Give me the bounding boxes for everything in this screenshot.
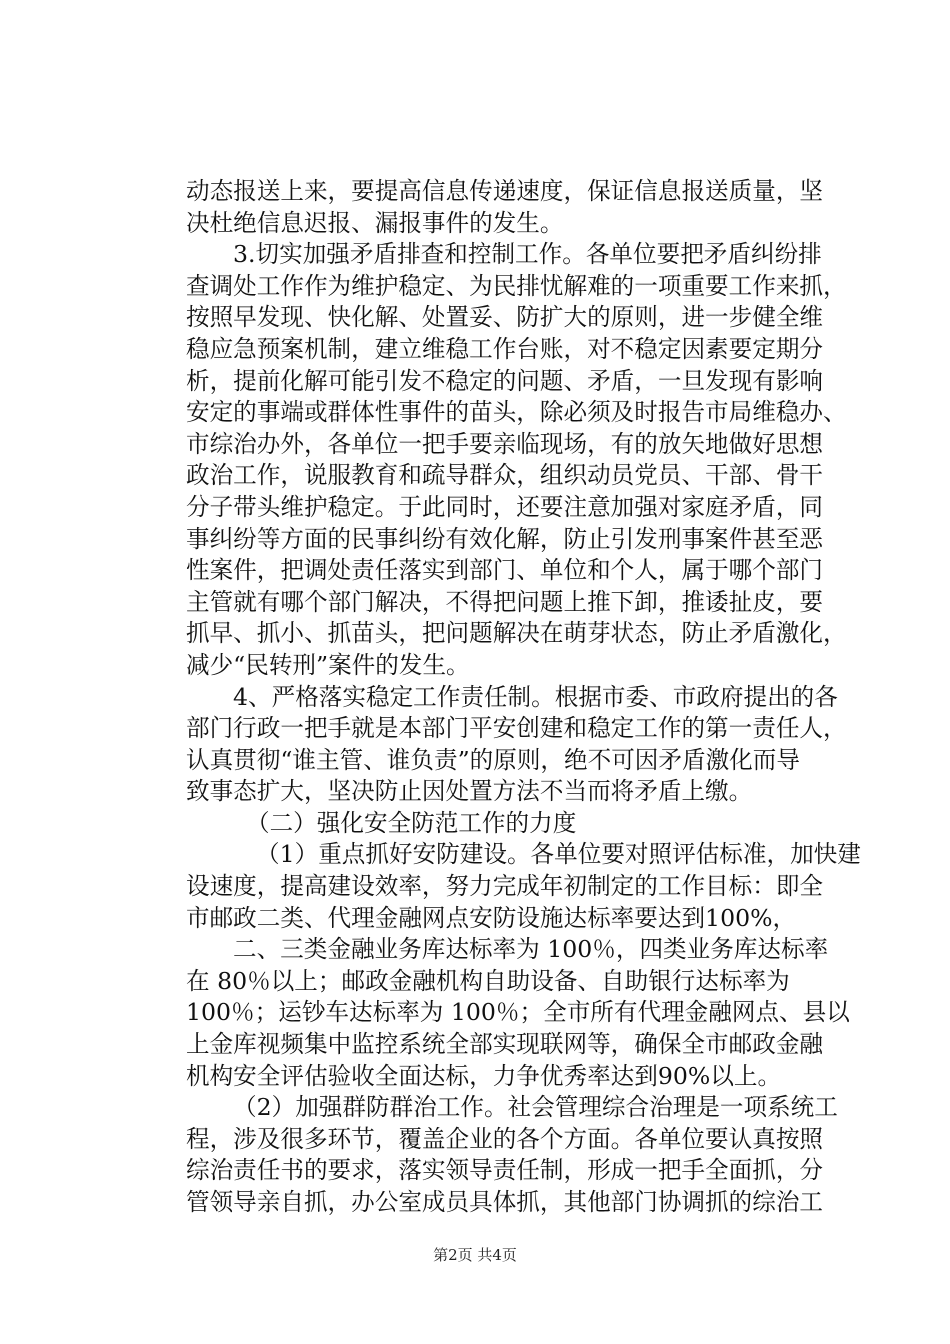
text-line: 市综治办外，各单位一把手要亲临现场，有的放矢地做好思想 (186, 429, 824, 458)
text-line: 程，涉及很多环节，覆盖企业的各个方面。各单位要认真按照 (186, 1124, 824, 1153)
text-line: 管领导亲自抓，办公室成员具体抓，其他部门协调抓的综治工 (186, 1188, 824, 1216)
text-line: 稳应急预案机制，建立维稳工作台账，对不稳定因素要定期分 (186, 334, 824, 363)
text-line: 抓早、抓小、抓苗头，把问题解决在萌芽状态，防止矛盾激化， (186, 619, 847, 648)
text-line: 减少“民转刑”案件的发生。 (186, 650, 470, 679)
text-line: 政治工作，说服教育和疏导群众，组织动员党员、干部、骨干 (186, 461, 824, 490)
text-line: 设速度，提高建设效率，努力完成年初制定的工作目标：即全 (186, 872, 824, 901)
text-line: 安定的事端或群体性事件的苗头，除必须及时报告市局维稳办、 (186, 398, 847, 427)
page-number-label: 第2页 共4页 (433, 1246, 517, 1264)
text-line: 综治责任书的要求，落实领导责任制，形成一把手全面抓，分 (186, 1156, 824, 1185)
text-line: 机构安全评估验收全面达标，力争优秀率达到90%以上。 (186, 1061, 782, 1090)
text-line: 市邮政二类、代理金融网点安防设施达标率要达到100%， (186, 903, 797, 932)
page-footer (0, 1244, 950, 1265)
text-line: 查调处工作作为维护稳定、为民排忧解难的一项重要工作来抓， (186, 271, 847, 300)
text-line: 按照早发现、快化解、处置妥、防扩大的原则，进一步健全维 (186, 303, 824, 332)
body-text (186, 176, 861, 1219)
paragraph-start-line: 4、严格落实稳定工作责任制。根据市委、市政府提出的各 (233, 682, 838, 711)
text-line: 事纠纷等方面的民事纠纷有效化解，防止引发刑事案件甚至恶 (186, 524, 824, 553)
text-line: 认真贯彻“谁主管、谁负责”的原则，绝不可因矛盾激化而导 (186, 745, 800, 774)
text-line: 动态报送上来，要提高信息传递速度，保证信息报送质量，坚 (186, 177, 824, 205)
text-line: 部门行政一把手就是本部门平安创建和稳定工作的第一责任人， (186, 714, 847, 743)
text-line: 在 80％以上；邮政金融机构自助设备、自助银行达标率为 (186, 966, 790, 995)
text-line: 100％；运钞车达标率为 100％；全市所有代理金融网点、县以 (186, 998, 850, 1027)
paragraph-start-line: 3.切实加强矛盾排查和控制工作。各单位要把矛盾纠纷排 (233, 240, 822, 269)
text-line: 析，提前化解可能引发不稳定的问题、矛盾，一旦发现有影响 (186, 366, 824, 395)
text-line: 性案件，把调处责任落实到部门、单位和个人，属于哪个部门 (186, 556, 824, 585)
text-line: 致事态扩大，坚决防止因处置方法不当而将矛盾上缴。 (186, 777, 753, 806)
text-line: 分子带头维护稳定。于此同时，还要注意加强对家庭矛盾，同 (186, 492, 824, 521)
paragraph-start-line: （2）加强群防群治工作。社会管理综合治理是一项系统工 (233, 1093, 838, 1122)
text-line: 上金库视频集中监控系统全部实现联网等，确保全市邮政金融 (186, 1030, 824, 1059)
text-line: 决杜绝信息迟报、漏报事件的发生。 (186, 208, 564, 237)
text-line: 主管就有哪个部门解决，不得把问题上推下卸，推诿扯皮，要 (186, 587, 824, 616)
section-heading: （二）强化安全防范工作的力度 (246, 808, 577, 837)
paragraph-start-line: 二、三类金融业务库达标率为 100％，四类业务库达标率 (233, 935, 829, 964)
paragraph-start-line: （1）重点抓好安防建设。各单位要对照评估标准，加快建 (256, 840, 861, 869)
